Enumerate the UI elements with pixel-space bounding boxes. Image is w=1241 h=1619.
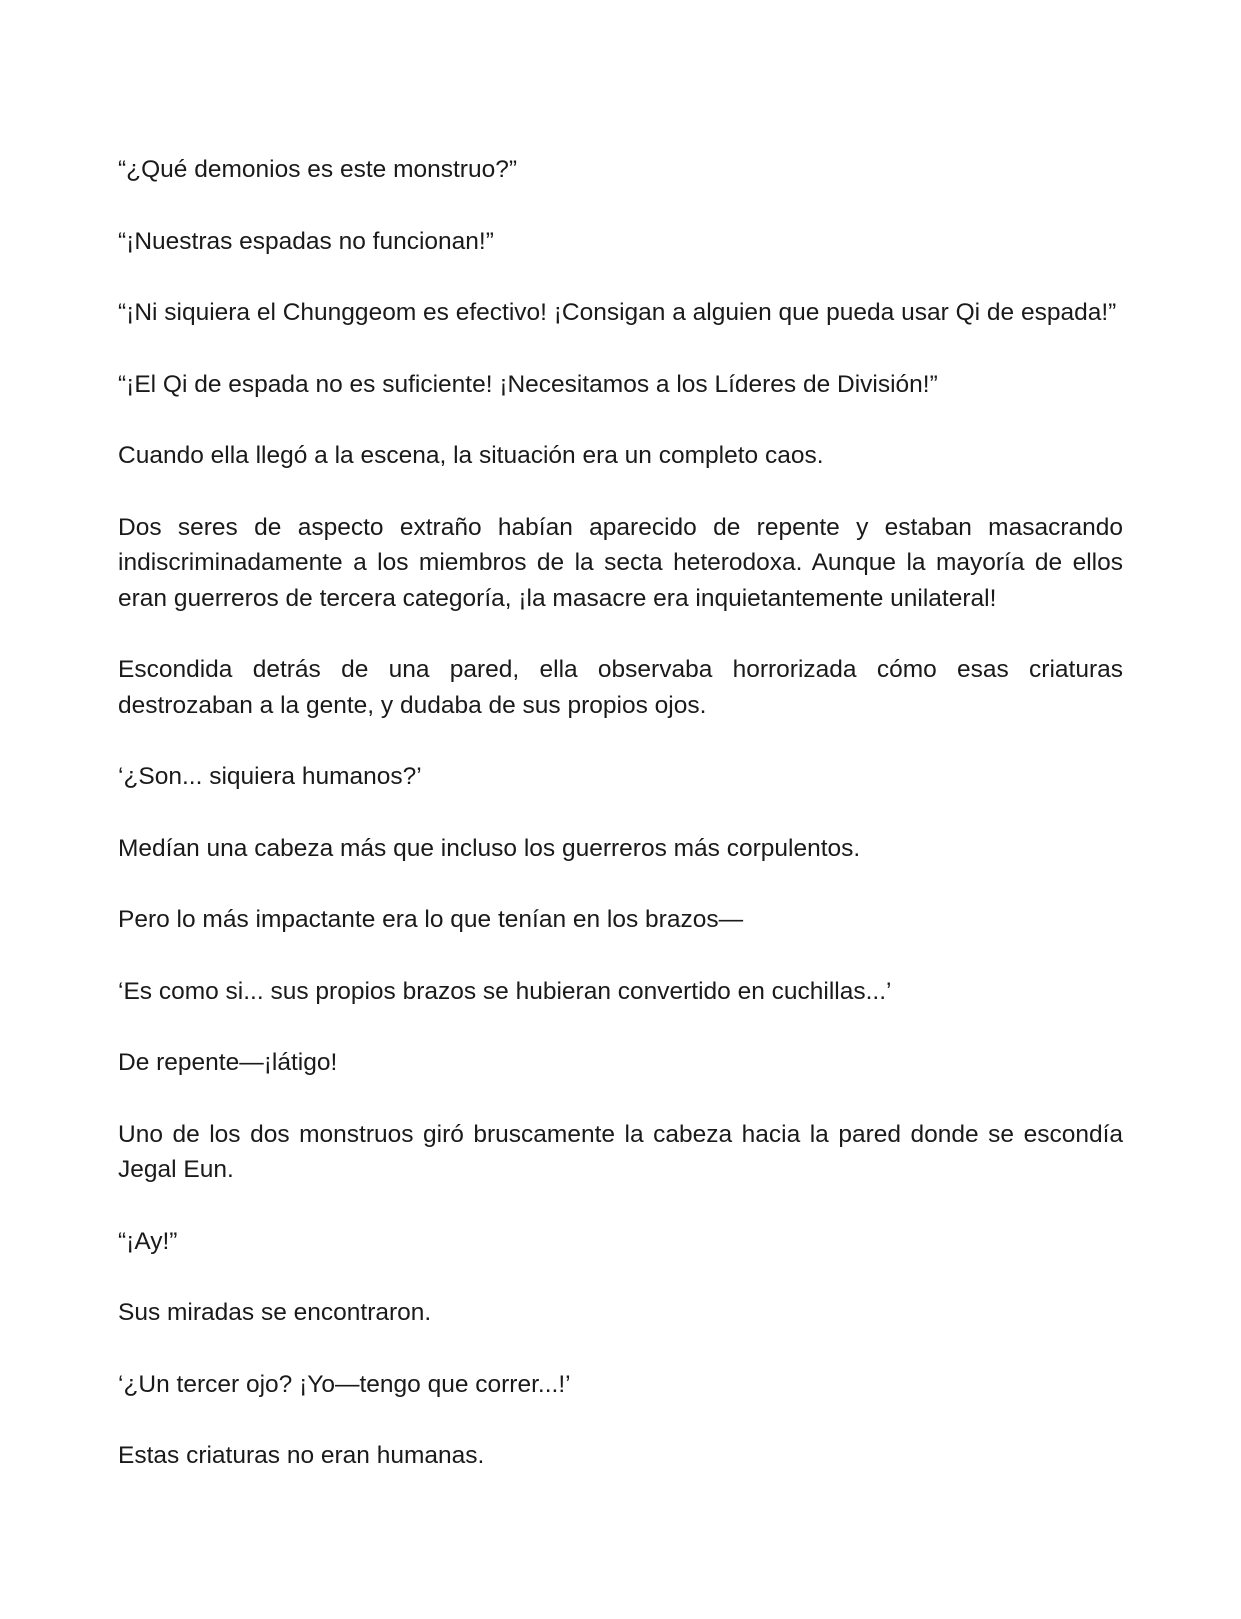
paragraph-2: “¡Nuestras espadas no funcionan!” xyxy=(118,227,494,255)
paragraph-8: ‘¿Son... siquiera humanos?’ xyxy=(118,763,422,790)
paragraph-6: Dos seres de aspecto extraño habían aparecido de repente y estaban masacrando indiscriminadamente a los miembros de la secta heterodoxa. Aunque la mayoría de ellos eran guerreros de tercera categoría, ¡la masacre era inquietantemente unilateral! xyxy=(118,513,1123,612)
paragraph-17: Estas criaturas no eran humanas. xyxy=(118,1442,485,1469)
paragraph-12: De repente—¡látigo! xyxy=(118,1049,338,1076)
paragraph-11: ‘Es como si... sus propios brazos se hubieran convertido en cuchillas...’ xyxy=(118,977,892,1005)
paragraph-9: Medían una cabeza más que incluso los guerreros más corpulentos. xyxy=(118,834,861,862)
paragraph-7: Escondida detrás de una pared, ella observaba horrorizada cómo esas criaturas destrozaban a la gente, y dudaba de sus propios ojos. xyxy=(118,656,1123,719)
paragraph-3: “¡Ni siquiera el Chunggeom es efectivo! ¡Consigan a alguien que pueda usar Qi de espada!” xyxy=(118,299,1117,326)
paragraph-4: “¡El Qi de espada no es suficiente! ¡Necesitamos a los Líderes de División!” xyxy=(118,370,938,398)
paragraph-14: “¡Ay!” xyxy=(118,1227,178,1255)
paragraph-5: Cuando ella llegó a la escena, la situación era un completo caos. xyxy=(118,442,824,469)
paragraph-16: ‘¿Un tercer ojo? ¡Yo—tengo que correr...!’ xyxy=(118,1370,571,1398)
document-body xyxy=(118,152,1123,1510)
paragraph-13: Uno de los dos monstruos giró bruscamente la cabeza hacia la pared donde se escondía Jegal Eun. xyxy=(118,1120,1123,1183)
paragraph-15: Sus miradas se encontraron. xyxy=(118,1299,432,1326)
paragraph-10: Pero lo más impactante era lo que tenían en los brazos— xyxy=(118,906,744,933)
paragraph-1: “¿Qué demonios es este monstruo?” xyxy=(118,156,517,183)
